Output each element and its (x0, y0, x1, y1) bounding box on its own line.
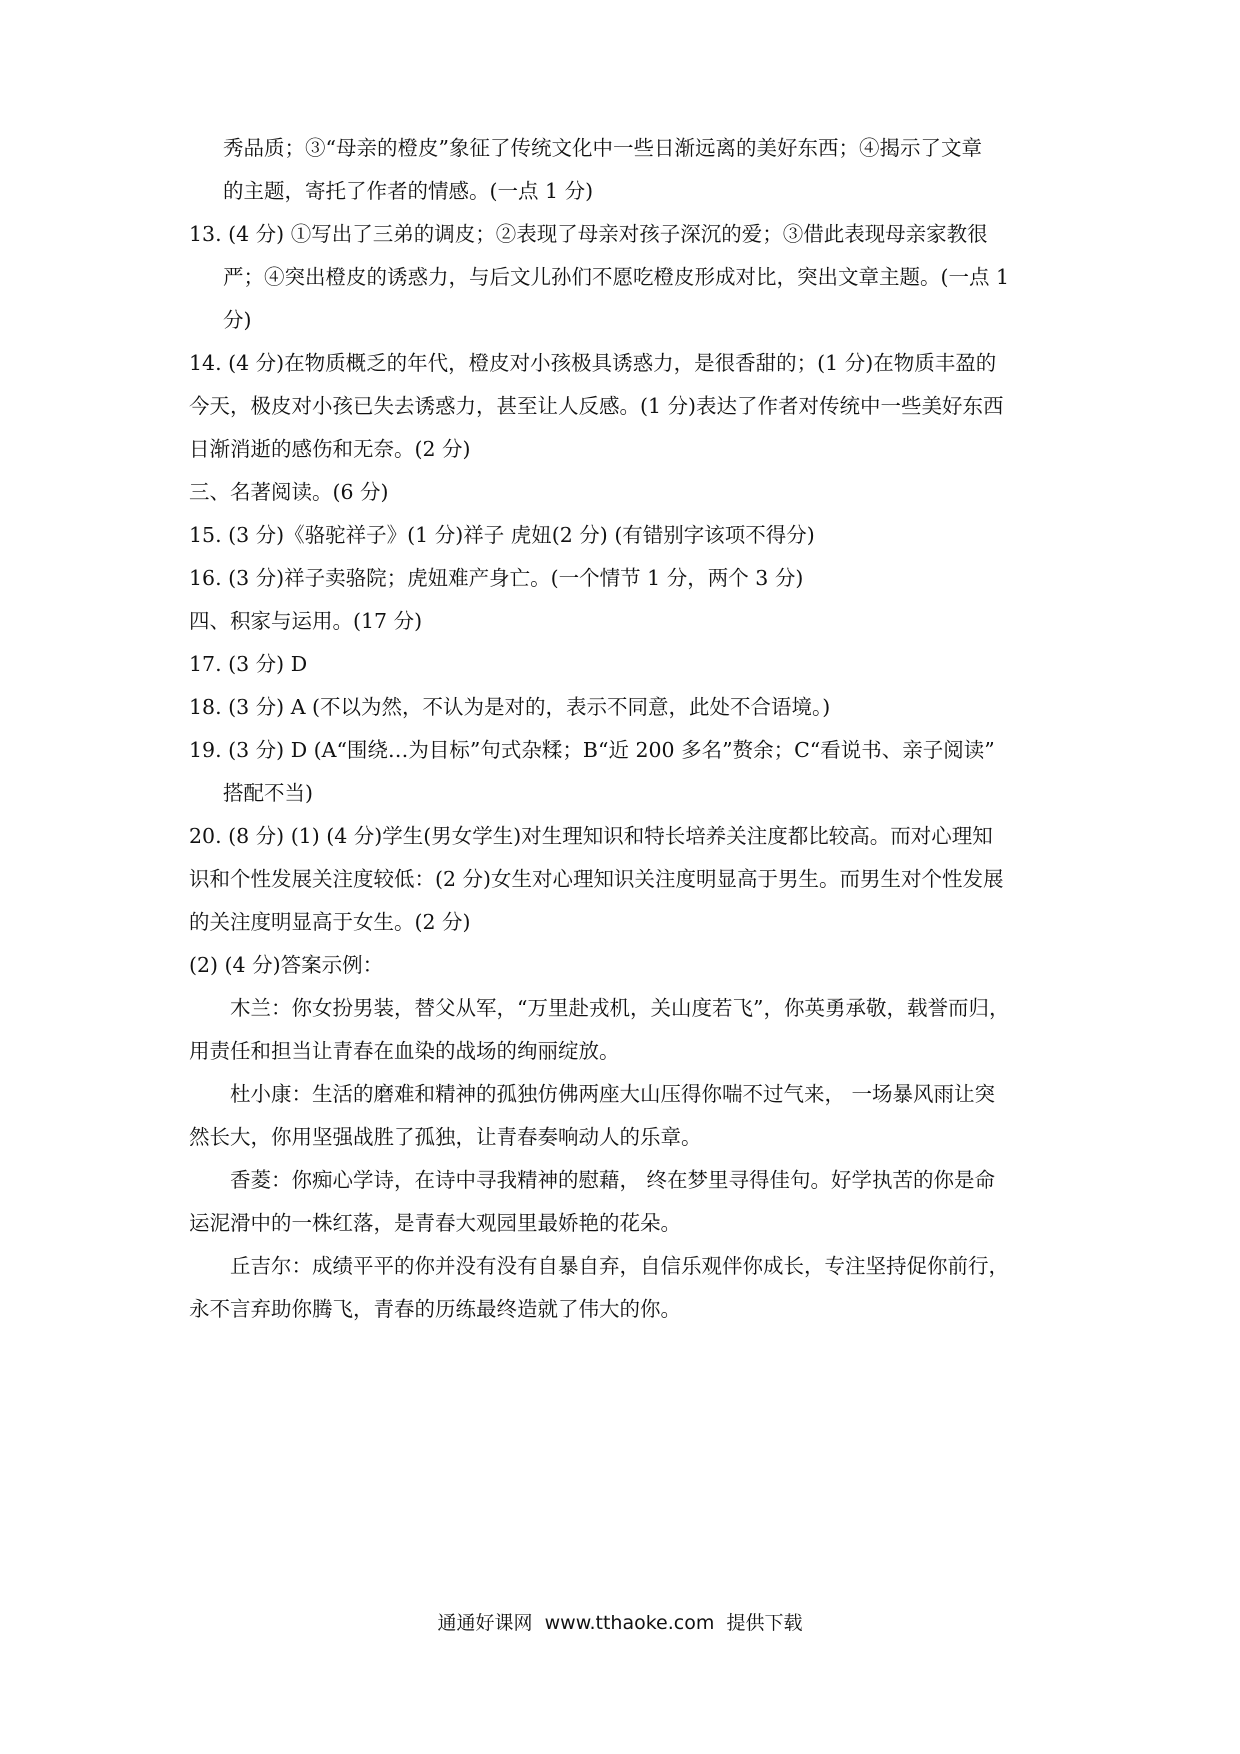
answer-13: 13. (4 分) ①写出了三弟的调皮；②表现了母亲对孩子深沉的爱；③借此表现母亲家教很 (189, 222, 988, 246)
answer-17: 17. (3 分) D (189, 652, 308, 676)
footer-text: 通通好课网 www.tthaoke.com 提供下载 (437, 1612, 803, 1634)
text-line: 然长大，你用坚强战胜了孤独，让青春奏响动人的乐章。 (189, 1125, 702, 1149)
text-line: 日渐消逝的感伤和无奈。(2 分) (189, 437, 471, 461)
text-line: 的主题，寄托了作者的情感。(一点 1 分) (223, 179, 594, 203)
text-line: 严；④突出橙皮的诱惑力，与后文儿孙们不愿吃橙皮形成对比，突出文章主题。(一点 1 (223, 265, 1010, 289)
text-line: 永不言弃助你腾飞，青春的历练最终造就了伟大的你。 (189, 1297, 681, 1321)
text-line: 今天，极皮对小孩已失去诱惑力，甚至让人反感。(1 分)表达了作者对传统中一些美好东西 (189, 394, 1004, 418)
answer-18: 18. (3 分) A (不以为然，不认为是对的，表示不同意，此处不合语境。) (189, 695, 831, 719)
section-heading: 三、名著阅读。(6 分) (189, 480, 389, 504)
text-line: 搭配不当) (223, 781, 313, 805)
section-heading: 四、积家与运用。(17 分) (189, 609, 423, 633)
answer-16: 16. (3 分)祥子卖骆院；虎妞难产身亡。(一个情节 1 分，两个 3 分) (189, 566, 804, 590)
example-paragraph: 木兰：你女扮男装，替父从军，“万里赴戎机，关山度若飞”，你英勇承敬，载誉而归， (230, 996, 1010, 1020)
text-line: 分) (223, 308, 252, 332)
text-line: 秀品质；③“母亲的橙皮”象征了传统文化中一些日渐远离的美好东西；④揭示了文章 (223, 136, 982, 160)
text-line: 用责任和担当让青春在血染的战场的绚丽绽放。 (189, 1039, 620, 1063)
text-line: 识和个性发展关注度较低：(2 分)女生对心理知识关注度明显高于男生。而男生对个性发展 (189, 867, 1004, 891)
example-paragraph: 杜小康：生活的磨难和精神的孤独仿佛两座大山压得你喘不过气来， 一场暴风雨让突 (230, 1082, 996, 1106)
text-line: 的关注度明显高于女生。(2 分) (189, 910, 471, 934)
text-line: (2) (4 分)答案示例： (189, 953, 384, 977)
text-line: 运泥滑中的一株红落，是青春大观园里最娇艳的花朵。 (189, 1211, 681, 1235)
example-paragraph: 香菱：你痴心学诗，在诗中寻我精神的慰藉， 终在梦里寻得佳句。好学执苦的你是命 (230, 1168, 996, 1192)
answer-20: 20. (8 分) (1) (4 分)学生(男女学生)对生理知识和特长培养关注度都比较高。而对心理知 (189, 824, 993, 848)
example-paragraph: 丘吉尔：成绩平平的你并没有没有自暴自弃，自信乐观伴你成长，专注坚持促你前行， (230, 1254, 1009, 1278)
answer-15: 15. (3 分)《骆驼祥子》(1 分)祥子 虎妞(2 分) (有错别字该项不得分) (189, 523, 815, 547)
answer-19: 19. (3 分) D (A“围绕…为目标”句式杂糅；B“近 200 多名”赘余；C“看说书、亲子阅读” (189, 738, 995, 762)
answer-14: 14. (4 分)在物质概乏的年代，橙皮对小孩极具诱惑力，是很香甜的；(1 分)在物质丰盈的 (189, 351, 997, 375)
